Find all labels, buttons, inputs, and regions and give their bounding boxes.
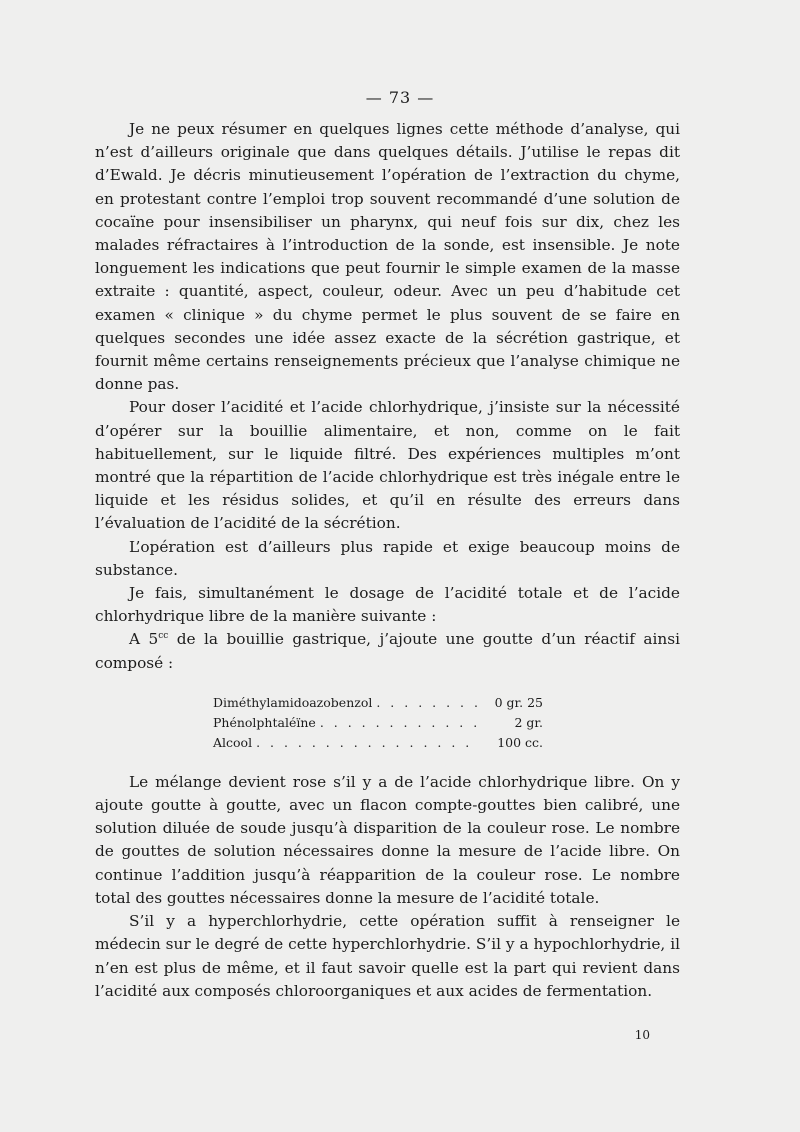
paragraph: Je fais, simultanément le dosage de l’acidité totale et de l’acide chlorhydrique libre de la manière suivante : [95, 584, 680, 626]
reagent-list [213, 693, 543, 753]
leader-dots [320, 713, 477, 733]
reagent-row [213, 733, 543, 753]
body-text [95, 118, 680, 1003]
paragraph: S’il y a hyperchlorhydrie, cette opération suffit à renseigner le médecin sur le degré de cette hyperchlorhydrie. S’il y a hypochlorhydrie, il n’en est plus de même, et il faut savoir quelle est la part qui revient dans l’acidité aux composés chloroorganiques et aux acides de fermentation. [95, 912, 680, 1000]
paragraph: L’opération est d’ailleurs plus rapide et exige beaucoup moins de substance. [95, 537, 680, 579]
paragraph: Le mélange devient rose s’il y a de l’acide chlorhydrique libre. On y ajoute goutte à goutte, avec un flacon compte-gouttes bien calibré, une solution diluée de soude jusqu’à disparition de la couleur rose. Le nombre de gouttes de solution nécessaires donne la mesure de l’acide libre. On continue l’addition jusqu’à réapparition de la couleur rose. Le nombre total des gouttes nécessaires donne la mesure de l’acidité totale. [95, 772, 680, 907]
reagent-quantity: 100 cc. [497, 734, 543, 750]
paragraph: Pour doser l’acidité et l’acide chlorhydrique, j’insiste sur la nécessité d’opérer sur la bouillie alimentaire, et non, comme on le fait habituellement, sur le liquide filtré. Des expériences multiples m’ont montré que la répartition de l’acide chlorhydrique est très inégale entre le liquide et les résidus solides, et qu’il en résulte des erreurs dans l’évaluation de l’acidité de la sécrétion. [95, 398, 680, 533]
reagent-name: Alcool [213, 734, 253, 750]
signature-mark: 10 [634, 1028, 650, 1042]
paragraph-reagent-intro [95, 628, 680, 674]
reagent-name: Phénolphtaléïne [213, 714, 316, 730]
reagent-row [213, 693, 543, 713]
reagent-row [213, 713, 543, 733]
reagent-intro-unit: cc [158, 631, 169, 642]
reagent-intro-text-rest: de la bouillie gastrique, j’ajoute une goutte d’un réactif ainsi composé : [95, 630, 680, 672]
reagent-intro-text: A 5 [129, 630, 159, 649]
reagent-quantity: 0 gr. 25 [494, 694, 543, 710]
page-number: — 73 — [365, 88, 435, 107]
leader-dots [256, 733, 477, 753]
reagent-name: Diméthylamidoazobenzol [213, 694, 373, 710]
reagent-quantity: 2 gr. [514, 714, 543, 730]
paragraph: Je ne peux résumer en quelques lignes cette méthode d’analyse, qui n’est d’ailleurs originale que dans quelques détails. J’utilise le repas dit d’Ewald. Je décris minutieusement l’opération de l’extraction du chyme, en protestant contre l’emploi trop souvent recommandé d’une solution de cocaïne pour insensibiliser un pharynx, qui neuf fois sur dix, chez les malades réfractaires à l’introduction de la sonde, est insensible. Je note longuement les indications que peut fournir le simple examen de la masse extraite : quantité, aspect, couleur, odeur. Avec un peu d’habitude cet examen « clinique » du chyme permet le plus souvent de se faire en quelques secondes une idée assez exacte de la sécrétion gastrique, et fournit même certains renseignements précieux que l’analyse chimique ne donne pas. [95, 120, 680, 394]
leader-dots [376, 693, 477, 713]
